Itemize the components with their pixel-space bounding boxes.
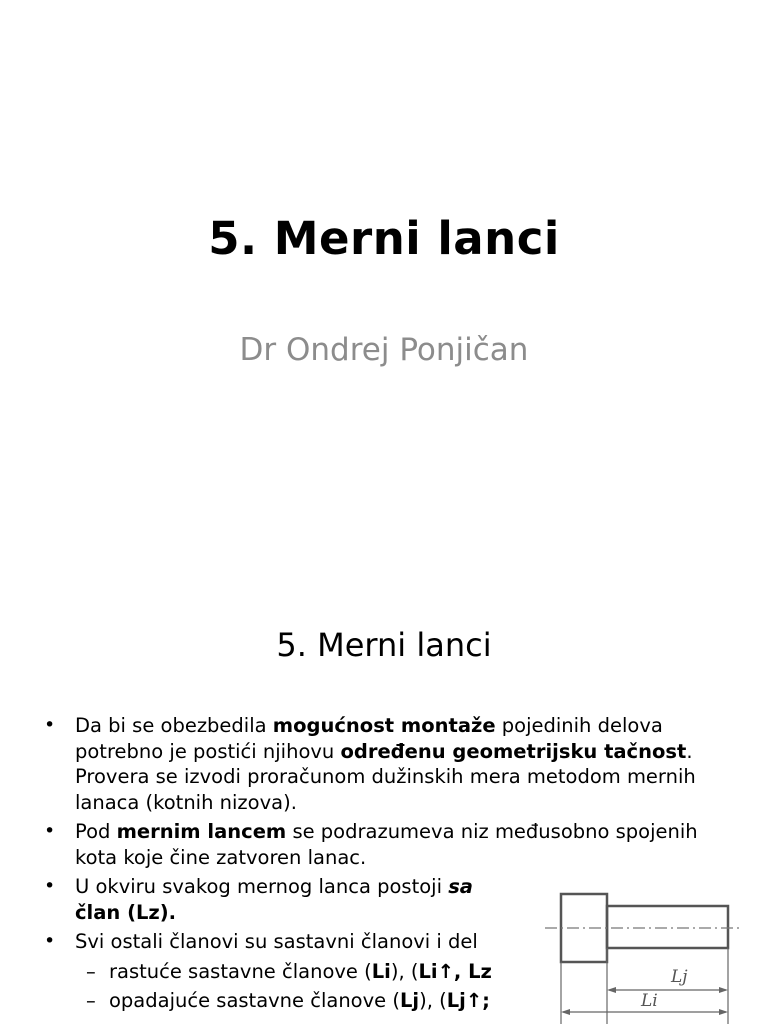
slide-title: 5. Merni lanci [208, 212, 560, 265]
bullet-bold-text: član (Lz). [75, 900, 177, 924]
bullet-text: . Provera se izvodi proračunom dužinskih mera metodom mernih lanaca (kotnih nizova). [75, 739, 696, 814]
bullet-bold-text: Lj [399, 989, 420, 1012]
arrow-icon [561, 1009, 570, 1015]
bullet-icon: • [44, 714, 56, 736]
bullet-icon: • [44, 875, 56, 897]
diagram-svg [521, 870, 751, 1024]
bullet-text: U okviru svakog mernog lanca postoji [75, 875, 449, 898]
bullet-text: se podrazumeva niz međusobno spojenih kota koje čine zatvoren lanac. [75, 820, 698, 869]
arrow-icon [719, 987, 728, 993]
bullet-text: rastuće sastavne članove ( [109, 959, 372, 983]
bullet-text: ), ( [419, 989, 447, 1012]
arrow-icon [719, 1009, 728, 1015]
dash-icon: – [86, 959, 96, 983]
bullet-bold-text: Li↑, Lz [418, 959, 492, 983]
bullet-bold-text: određenu geometrijsku tačnost [340, 739, 687, 763]
bullet-bold-text: Lj↑; [446, 989, 490, 1012]
bullet-text: Pod [75, 820, 117, 843]
bullet-text: ), ( [390, 959, 419, 983]
bullet-icon: • [44, 820, 56, 842]
bullet-text: Da bi se obezbedila [75, 714, 273, 737]
content-slide [0, 600, 768, 1024]
bullet-text: Svi ostali članovi su sastavni članovi i del [75, 930, 478, 953]
bullet-text: opadajuće sastavne članove ( [109, 989, 400, 1012]
shaft-dimension-diagram [521, 870, 751, 1024]
bullet-item [44, 713, 734, 815]
bullet-icon: • [44, 930, 56, 952]
bullet-bold-text: mernim lancem [116, 820, 287, 843]
arrow-icon [607, 987, 616, 993]
dash-icon: – [86, 989, 96, 1012]
bullet-bold-text: Li [371, 959, 391, 983]
bullet-bold-text: mogućnost montaže [272, 714, 496, 737]
bullet-bold-italic-text: sa [448, 875, 473, 898]
shaft-body [607, 906, 728, 948]
slide-title: 5. Merni lanci [276, 626, 492, 664]
bullet-item [44, 819, 734, 870]
label-lj: Lj [671, 967, 688, 987]
bullet-text: pojedinih delova potrebno je postići njihovu [75, 714, 663, 763]
slide-subtitle-author: Dr Ondrej Ponjičan [239, 332, 529, 368]
label-li: Li [641, 991, 658, 1011]
